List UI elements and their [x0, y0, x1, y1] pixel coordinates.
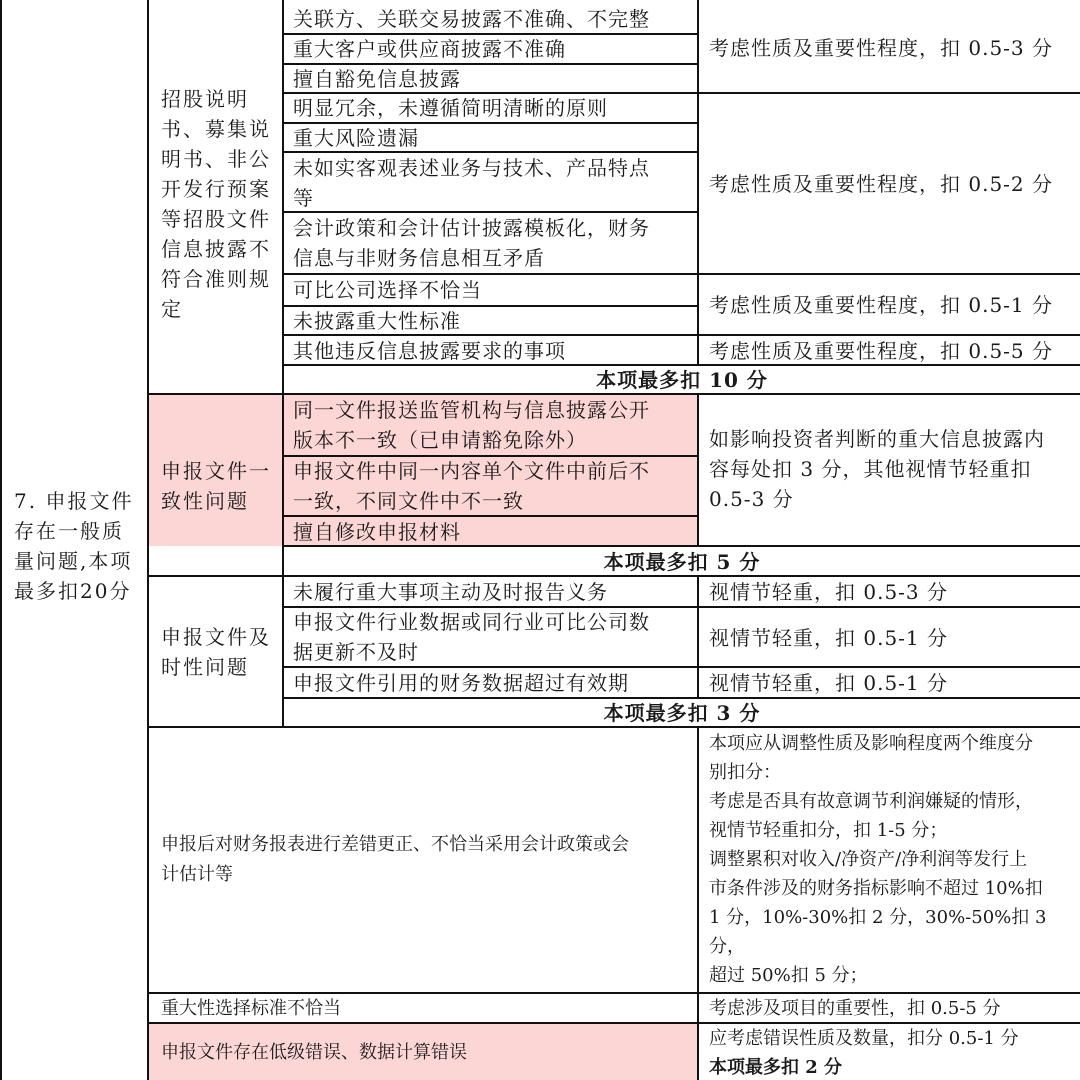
col-divider-3b	[697, 394, 699, 546]
prospectus-penalty: 考虑性质及重要性程度，扣 0.5-5 分	[709, 338, 1054, 363]
prospectus-item: 关联方、关联交易披露不准确、不完整	[293, 6, 650, 31]
consistency-label: 申报文件一 致性问题	[161, 459, 271, 513]
consistency-item: 申报文件中同一内容单个文件中前后不 一致，不同文件中不一致	[293, 459, 650, 513]
consistency-item: 擅自修改申报材料	[293, 519, 461, 544]
col-divider-3d	[697, 727, 699, 1080]
col-divider-3c	[697, 576, 699, 698]
prospectus-max: 本项最多扣 10 分	[596, 368, 768, 392]
prospectus-penalty: 考虑性质及重要性程度，扣 0.5-1 分	[709, 293, 1054, 317]
timeliness-penalty: 视情节轻重，扣 0.5-3 分	[709, 580, 949, 604]
col-divider-1	[147, 0, 149, 1080]
restatement-penalty: 本项应从调整性质及影响程度两个维度分 别扣分： 考虑是否具有故意调节利润嫌疑的情形， 视情节轻重扣分，扣 1-5 分； 调整累积对收入/净资产/净利润等发行上 市条件涉及的财务指标影响不超过 10%扣 1 分，10%-30%扣 2 分，30%-50%扣 3 分， 超过 50%扣 5 分；	[709, 733, 1047, 986]
prospectus-label: 招股说明 书、募集说 明书、非公 开发行预案 等招股文件 信息披露不 符合准则规 定	[161, 87, 271, 321]
border-left	[0, 0, 2, 1080]
clerical-label: 申报文件存在低级错误、数据计算错误	[161, 1041, 467, 1063]
timeliness-penalty: 视情节轻重，扣 0.5-1 分	[709, 671, 949, 695]
timeliness-label: 申报文件及 时性问题	[161, 625, 271, 679]
prospectus-item: 可比公司选择不恰当	[293, 278, 482, 302]
materiality-penalty: 考虑涉及项目的重要性，扣 0.5-5 分	[709, 998, 1001, 1019]
clerical-penalty: 应考虑错误性质及数量，扣分 0.5-1 分	[709, 1028, 1019, 1049]
timeliness-item: 未履行重大事项主动及时报告义务	[293, 580, 608, 604]
col-divider-3a	[697, 0, 699, 365]
clerical-max: 本项最多扣 2 分	[709, 1057, 843, 1078]
timeliness-item: 申报文件行业数据或同行业可比公司数 据更新不及时	[293, 610, 650, 664]
prospectus-penalty: 考虑性质及重要性程度，扣 0.5-3 分	[709, 35, 1054, 60]
consistency-max: 本项最多扣 5 分	[603, 549, 761, 574]
prospectus-item: 其他违反信息披露要求的事项	[293, 338, 566, 363]
timeliness-penalty: 视情节轻重，扣 0.5-1 分	[709, 625, 949, 650]
prospectus-item: 擅自豁免信息披露	[293, 66, 461, 91]
materiality-label: 重大性选择标准不恰当	[161, 998, 341, 1019]
prospectus-item: 未如实客观表述业务与技术、产品特点 等	[293, 156, 650, 210]
consistency-item: 同一文件报送监管机构与信息披露公开 版本不一致（已申请豁免除外）	[293, 398, 650, 452]
prospectus-item: 未披露重大性标准	[293, 308, 461, 333]
consistency-penalty: 如影响投资者判断的重大信息披露内 容每处扣 3 分，其他视情节轻重扣 0.5-3 分	[709, 427, 1045, 511]
prospectus-item: 会计政策和会计估计披露模板化，财务 信息与非财务信息相互矛盾	[293, 216, 650, 270]
prospectus-item: 重大客户或供应商披露不准确	[293, 36, 566, 61]
prospectus-item: 重大风险遗漏	[293, 125, 419, 150]
timeliness-item: 申报文件引用的财务数据超过有效期	[293, 671, 629, 695]
prospectus-item: 明显冗余，未遵循简明清晰的原则	[293, 95, 608, 120]
prospectus-penalty: 考虑性质及重要性程度，扣 0.5-2 分	[709, 172, 1054, 196]
restatement-label: 申报后对财务报表进行差错更正、不恰当采用会计政策或会 计估计等	[161, 834, 629, 885]
timeliness-max: 本项最多扣 3 分	[603, 701, 761, 725]
category-label: 7. 申报文件 存在一般质 量问题,本项 最多扣20分	[14, 489, 134, 603]
